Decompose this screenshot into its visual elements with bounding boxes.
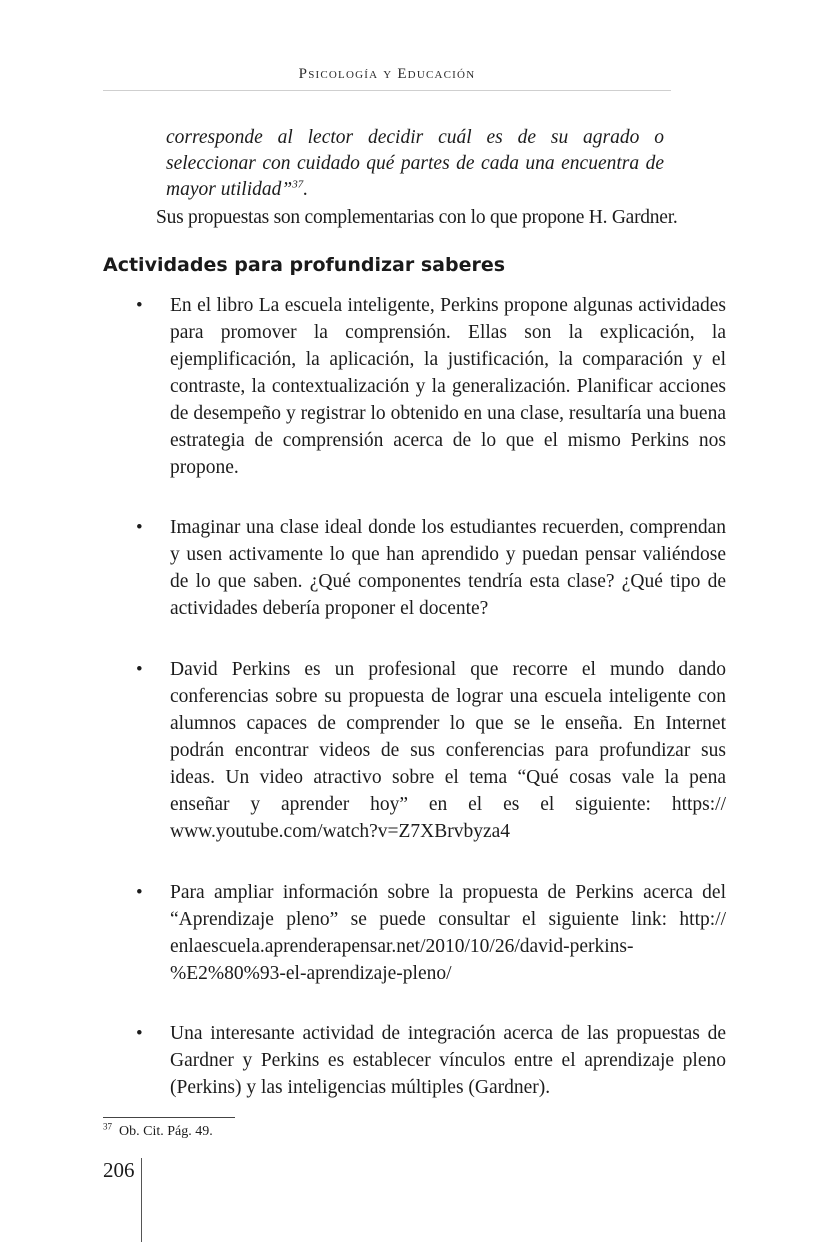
footnote-number: 37 xyxy=(103,1121,112,1132)
running-header: Psicología y Educación xyxy=(298,66,476,82)
quote-block xyxy=(166,125,664,203)
bullet-text: Una interesante actividad de integración acerca de las propuestas de Gardner y Perkins es establecer vínculos entre el aprendizaje pleno (Perkins) y las inteligencias múltiples (Gardner). xyxy=(170,1023,726,1098)
bullet-text: Para ampliar información sobre la propuesta de Perkins acerca del “Aprendizaje pleno” se puede consultar el siguiente link: http:// enlaescuela.aprenderapensar.net/2010/10/26/david-perkins-%E2%80%93-el-aprendizaje-pleno/ xyxy=(170,882,726,984)
bullet-text: David Perkins es un profesional que recorre el mundo dando conferencias sobre su propuesta de lograr una escuela inteligente con alumnos capaces de comprender lo que se le enseña. En Internet podrán encontrar videos de sus conferencias para profundizar sus ideas. Un video atractivo sobre el tema “Qué cosas vale la pena enseñar y aprender hoy” en el es el siguiente: https:// www.youtube.com/watch?v=Z7XBrvbyza4 xyxy=(170,659,726,842)
header-rule xyxy=(103,90,671,91)
bullet-symbol: • xyxy=(136,882,143,903)
footnote-text: Ob. Cit. Pág. 49. xyxy=(119,1124,213,1139)
quote-text: corresponde al lector decidir cuál es de su agrado o seleccionar con cuidado qué partes de cada una encuentra de mayor utilidad” xyxy=(166,127,664,200)
bullet-symbol: • xyxy=(136,517,143,538)
bullet-text: Imaginar una clase ideal donde los estudiantes recuerden, comprendan y usen activamente lo que han aprendido y puedan pensar valiéndose de lo que saben. ¿Qué componentes tendría esta clase? ¿Qué tipo de actividades debería proponer el docente? xyxy=(170,517,726,619)
footnote-ref: 37 xyxy=(292,178,304,191)
body-paragraph: Sus propuestas son complementarias con lo que propone H. Gardner. xyxy=(156,207,678,228)
footnote xyxy=(103,1121,213,1140)
section-title: Actividades para profundizar saberes xyxy=(103,254,506,276)
bullet-symbol: • xyxy=(136,1023,143,1044)
page-margin-line xyxy=(141,1158,142,1242)
quote-end: . xyxy=(303,179,309,200)
footnote-rule xyxy=(103,1117,235,1118)
bullet-symbol: • xyxy=(136,295,143,316)
page-number: 206 xyxy=(103,1158,135,1182)
bullet-symbol: • xyxy=(136,659,143,680)
bullet-text: En el libro La escuela inteligente, Perkins propone algunas actividades para promover la comprensión. Ellas son la explicación, la ejemplificación, la aplicación, la justificación, la comparación y el contraste, la contextualización y la generalización. Planificar acciones de desempeño y registrar lo obtenido en una clase, resultaría una buena estrategia de comprensión acerca de lo que el mismo Perkins nos propone. xyxy=(170,295,726,478)
